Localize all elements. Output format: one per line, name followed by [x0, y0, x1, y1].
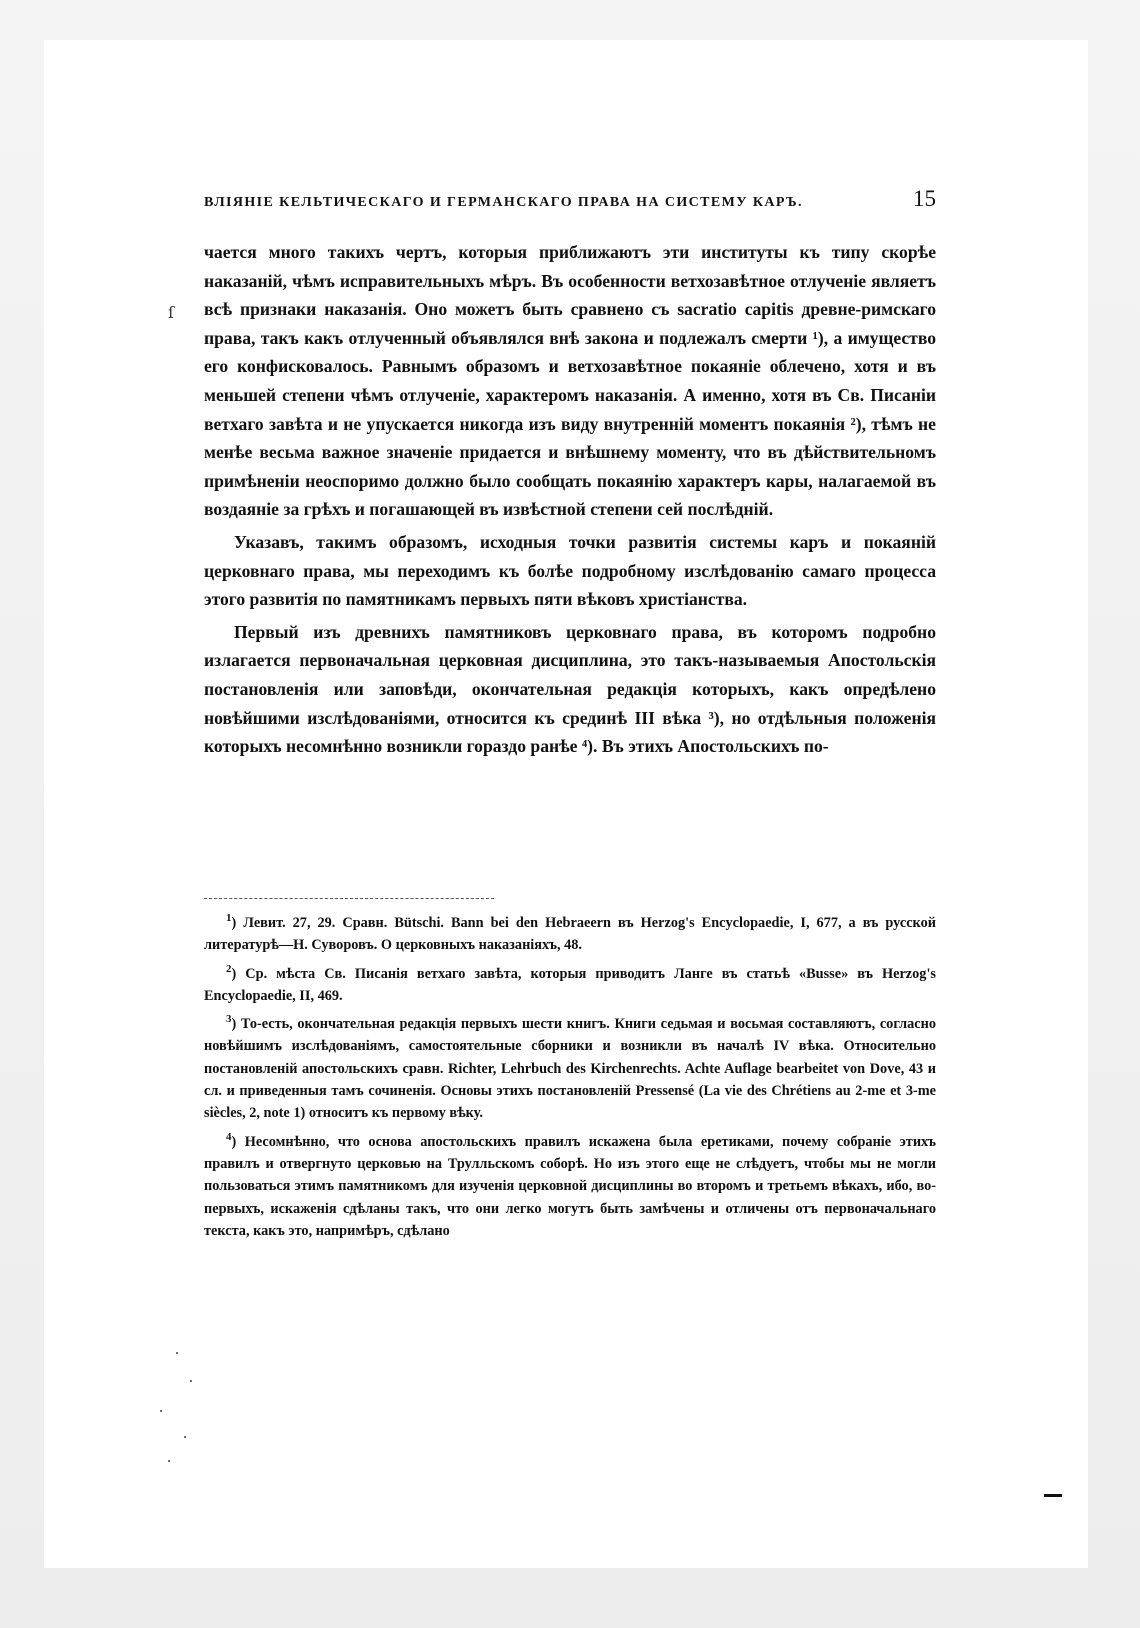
footnote-mark: 1 — [226, 912, 232, 925]
footnote-4: $^4$) Несомнѣнно, что основа апостольскихъ правилъ искажена была еретиками, почему собраніе этихъ правилъ и отвергнуто церковью на Трулльскомъ соборѣ. Но изъ этого еще не слѣдуетъ, чтобы мы не могли пользоваться этимъ памятникомъ для изученія церковной дисциплины во второмъ и третьемъ вѣкахъ, ибо, во-первыхъ, искаженія сдѣланы такъ, что они легко могутъ быть замѣчены и отличены отъ первоначальнаго текста, какъ это, напримѣръ, сдѣлано — [204, 1130, 936, 1239]
margin-mark: ſ — [168, 303, 174, 322]
footnote-mark: 3 — [226, 1013, 232, 1026]
footnote-1: $^1$) Левит. 27, 29. Сравн. Bütschi. Bann bei den Hebraeern въ Herzog's Encyclopaedie, I, 677, а въ русской литературѣ—Н. Суворовъ. О церковныхъ наказаніяхъ, 48. — [204, 912, 936, 954]
footnote-separator — [204, 898, 494, 899]
footnote-3: $^3$) То-есть, окончательная редакція первыхъ шести книгъ. Книги седьмая и восьмая составляютъ, согласно новѣйшимъ изслѣдованіямъ, самостоятельные сборники и возникли въ началѣ IV вѣка. Относительно постановленій апостольскихъ сравн. Richter, Lehrbuch des Kirchenrechts. Achte Auflage bearbeitet von Dove, 43 и сл. и приведенныя тамъ сочиненія. Основы этихъ постановленій Pressensé (La vie des Chrétiens au 2-me et 3-me siècles, 2, note 1) относитъ къ первому вѣку. — [204, 1013, 936, 1122]
scan-speck — [190, 1380, 192, 1382]
scan-speck — [160, 1410, 162, 1412]
footnote-text: Левит. 27, 29. Сравн. Bütschi. Bann bei den Hebraeern въ Herzog's Encyclopaedie, I, 677, а въ русской литературѣ—Н. Суворовъ. О церковныхъ наказаніяхъ, 48. — [204, 915, 936, 954]
paragraph-2: Указавъ, такимъ образомъ, исходныя точки развитія системы каръ и покаяній церковнаго права, мы переходимъ къ болѣе подробному изслѣдованію самаго процесса этого развитія по памятникамъ первыхъ пяти вѣковъ христіанства. — [204, 531, 936, 610]
footnote-text: Несомнѣнно, что основа апостольскихъ правилъ искажена была еретиками, почему собраніе этихъ правилъ и отвергнуто церковью на Трулльскомъ соборѣ. Но изъ этого еще не слѣдуетъ, чтобы мы не могли пользоваться этимъ памятникомъ для изученія церковной дисциплины во второмъ и третьемъ вѣкахъ, ибо, во-первыхъ, искаженія сдѣланы такъ, что они легко могутъ быть замѣчены и отличены отъ первоначальнаго текста, какъ это, напримѣръ, сдѣлано — [204, 1133, 936, 1239]
footnotes — [204, 912, 936, 1248]
footnote-2: $^2$) Ср. мѣста Св. Писанія ветхаго завѣта, которыя приводитъ Ланге въ статьѣ «Busse» въ Herzog's Encyclopaedie, II, 469. — [204, 962, 936, 1004]
scan-speck — [184, 1436, 186, 1438]
footnote-mark: 2 — [226, 962, 232, 975]
main-text — [204, 238, 936, 761]
footnote-text: То-есть, окончательная редакція первыхъ шести книгъ. Книги седьмая и восьмая составляютъ, согласно новѣйшимъ изслѣдованіямъ, самостоятельные сборники и возникли въ началѣ IV вѣка. Относительно постановленій апостольскихъ сравн. Richter, Lehrbuch des Kirchenrechts. Achte Auflage bearbeitet von Dove, 43 и сл. и приведенныя тамъ сочиненія. Основы этихъ постановленій Pressensé (La vie des Chrétiens au 2-me et 3-me siècles, 2, note 1) относитъ къ первому вѣку. — [204, 1016, 936, 1122]
scan-speck — [168, 1460, 170, 1462]
running-title: ВЛІЯНІЕ КЕЛЬТИЧЕСКАГО И ГЕРМАНСКАГО ПРАВА НА СИСТЕМУ КАРЪ. — [204, 195, 803, 210]
running-head — [204, 186, 936, 212]
page-number: 15 — [913, 186, 936, 211]
paragraph-3: Первый изъ древнихъ памятниковъ церковнаго права, въ которомъ подробно излагается первоначальная церковная дисциплина, это такъ-называемыя Апостольскія постановленія или заповѣди, окончательная редакція которыхъ, какъ опредѣлено новѣйшими изслѣдованіями, относится къ срединѣ III вѣка ³), но отдѣльныя положенія которыхъ несомнѣнно возникли гораздо ранѣе ⁴). Въ этихъ Апостольскихъ по- — [204, 621, 936, 757]
scan-speck — [176, 1352, 178, 1354]
scan-dash — [1044, 1494, 1062, 1497]
footnote-mark: 4 — [226, 1130, 232, 1143]
paragraph-1: чается много такихъ чертъ, которыя приближаютъ эти институты къ типу скорѣе наказаній, чѣмъ исправительныхъ мѣръ. Въ особенности ветхозавѣтное отлученіе являетъ всѣ признаки наказанія. Оно можетъ быть сравнено съ sacratio capitis древне-римскаго права, такъ какъ отлученный объявлялся внѣ закона и подлежалъ смерти ¹), а имущество его конфисковалось. Равнымъ образомъ и ветхозавѣтное покаяніе облечено, хотя и въ меньшей степени чѣмъ отлученіе, характеромъ наказанія. А именно, хотя въ Св. Писаніи ветхаго завѣта и не упускается никогда изъ виду внутренній моментъ покаянія ²), тѣмъ не менѣе весьма важное значеніе придается и внѣшнему моменту, что въ дѣйствительномъ примѣненіи неоспоримо должно было сообщать покаянію характеръ кары, налагаемой въ воздаяніе за грѣхъ и погашающей въ извѣстной степени сей послѣдній. — [204, 242, 936, 520]
footnote-text: Ср. мѣста Св. Писанія ветхаго завѣта, которыя приводитъ Ланге въ статьѣ «Busse» въ Herzog's Encyclopaedie, II, 469. — [204, 965, 936, 1004]
